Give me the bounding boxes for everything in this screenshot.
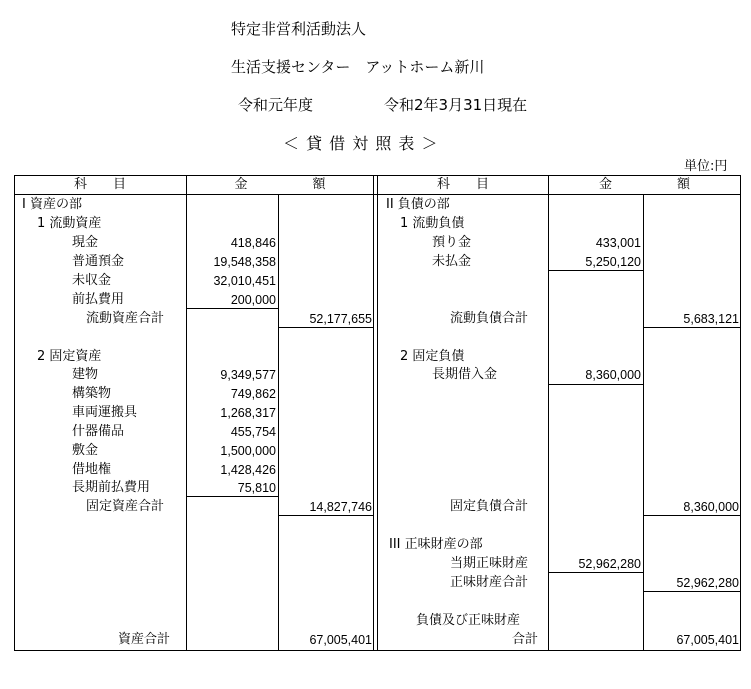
right-col-line-2 bbox=[643, 194, 644, 651]
current-liabilities-total-value: 5,683,121 bbox=[683, 312, 739, 326]
asset-item-label: 未収金 bbox=[72, 273, 112, 288]
total-assets-value: 67,005,401 bbox=[309, 633, 372, 647]
right-amount-header: 金 額 bbox=[598, 177, 690, 192]
right-fixed-underline bbox=[548, 384, 643, 385]
fixed-liabilities-total-value: 8,360,000 bbox=[683, 500, 739, 514]
total-assets-label: 資産合計 bbox=[118, 632, 171, 647]
asset-item-value: 418,846 bbox=[230, 236, 276, 250]
asset-item-label: 長期前払費用 bbox=[72, 480, 151, 495]
liabilities-section-heading: II 負債の部 bbox=[386, 197, 450, 212]
right-current-total-underline bbox=[643, 327, 741, 328]
center-divider-a bbox=[373, 175, 374, 651]
asset-item-label: 什器備品 bbox=[72, 424, 125, 439]
current-liabilities-total-label: 流動負債合計 bbox=[450, 311, 529, 326]
asset-item-value: 1,428,426 bbox=[220, 463, 276, 477]
unit-label: 単位:円 bbox=[684, 159, 728, 174]
right-fixed-total-underline bbox=[643, 515, 741, 516]
asset-item-value: 75,810 bbox=[237, 481, 276, 495]
left-fixed-total-underline bbox=[278, 515, 374, 516]
asset-item-label: 現金 bbox=[72, 235, 99, 250]
right-current-underline bbox=[548, 270, 643, 271]
liability-item-value: 433,001 bbox=[595, 236, 641, 250]
current-net-assets-value: 52,962,280 bbox=[578, 557, 641, 571]
fixed-assets-total-value: 14,827,746 bbox=[309, 500, 372, 514]
asset-item-label: 前払費用 bbox=[72, 292, 125, 307]
right-item-header: 科 目 bbox=[436, 177, 489, 192]
org-name: 生活支援センター アットホーム新川 bbox=[231, 58, 485, 76]
liability-item-label: 長期借入金 bbox=[432, 367, 498, 382]
grand-total-value: 67,005,401 bbox=[676, 633, 739, 647]
fixed-liabilities-heading: 2 固定負債 bbox=[400, 349, 465, 364]
liability-item-value: 8,360,000 bbox=[585, 368, 641, 382]
current-net-assets-label: 当期正味財産 bbox=[450, 556, 529, 571]
center-divider-b bbox=[377, 175, 378, 651]
net-assets-total-value: 52,962,280 bbox=[676, 576, 739, 590]
asset-item-value: 200,000 bbox=[230, 293, 276, 307]
as-of-date: 令和2年3月31日現在 bbox=[384, 96, 528, 114]
net-total-underline bbox=[643, 591, 741, 592]
liability-item-label: 預り金 bbox=[432, 235, 472, 250]
fixed-assets-heading: 2 固定資産 bbox=[37, 349, 102, 364]
left-fixed-underline bbox=[186, 496, 278, 497]
left-amount-header: 金 額 bbox=[234, 177, 326, 192]
net-assets-section-heading: III 正味財産の部 bbox=[389, 537, 483, 552]
fixed-assets-total-label: 固定資産合計 bbox=[86, 499, 165, 514]
left-col-line-2 bbox=[278, 194, 279, 651]
asset-item-label: 構築物 bbox=[72, 386, 112, 401]
liability-item-label: 未払金 bbox=[432, 254, 472, 269]
right-col-line-1 bbox=[548, 194, 549, 651]
fiscal-year: 令和元年度 bbox=[238, 96, 314, 114]
document-title: ＜ 貸 借 対 照 表 ＞ bbox=[283, 134, 439, 153]
asset-item-label: 借地権 bbox=[72, 462, 112, 477]
asset-item-value: 32,010,451 bbox=[213, 274, 276, 288]
net-current-underline bbox=[548, 572, 643, 573]
grand-total-label-line2: 合計 bbox=[512, 632, 539, 647]
left-col-line-1 bbox=[186, 194, 187, 651]
left-item-header: 科 目 bbox=[73, 177, 126, 192]
current-assets-total-value: 52,177,655 bbox=[309, 312, 372, 326]
asset-item-value: 1,500,000 bbox=[220, 444, 276, 458]
current-liabilities-heading: 1 流動負債 bbox=[400, 216, 465, 231]
current-assets-heading: 1 流動資産 bbox=[37, 216, 102, 231]
asset-item-value: 455,754 bbox=[230, 425, 276, 439]
fixed-liabilities-total-label: 固定負債合計 bbox=[450, 499, 529, 514]
asset-item-value: 1,268,317 bbox=[220, 406, 276, 420]
asset-item-value: 749,862 bbox=[230, 387, 276, 401]
asset-item-label: 建物 bbox=[72, 367, 99, 382]
asset-item-label: 敷金 bbox=[72, 443, 99, 458]
left-current-total-underline bbox=[278, 327, 374, 328]
assets-section-heading: I 資産の部 bbox=[22, 197, 82, 212]
asset-item-label: 普通預金 bbox=[72, 254, 125, 269]
asset-item-label: 車両運搬具 bbox=[72, 405, 138, 420]
left-current-underline bbox=[186, 308, 278, 309]
asset-item-value: 9,349,577 bbox=[220, 368, 276, 382]
liability-item-value: 5,250,120 bbox=[585, 255, 641, 269]
net-assets-total-label: 正味財産合計 bbox=[450, 575, 529, 590]
grand-total-label-line1: 負債及び正味財産 bbox=[416, 613, 521, 628]
current-assets-total-label: 流動資産合計 bbox=[86, 311, 165, 326]
asset-item-value: 19,548,358 bbox=[213, 255, 276, 269]
org-type: 特定非営利活動法人 bbox=[231, 20, 367, 38]
